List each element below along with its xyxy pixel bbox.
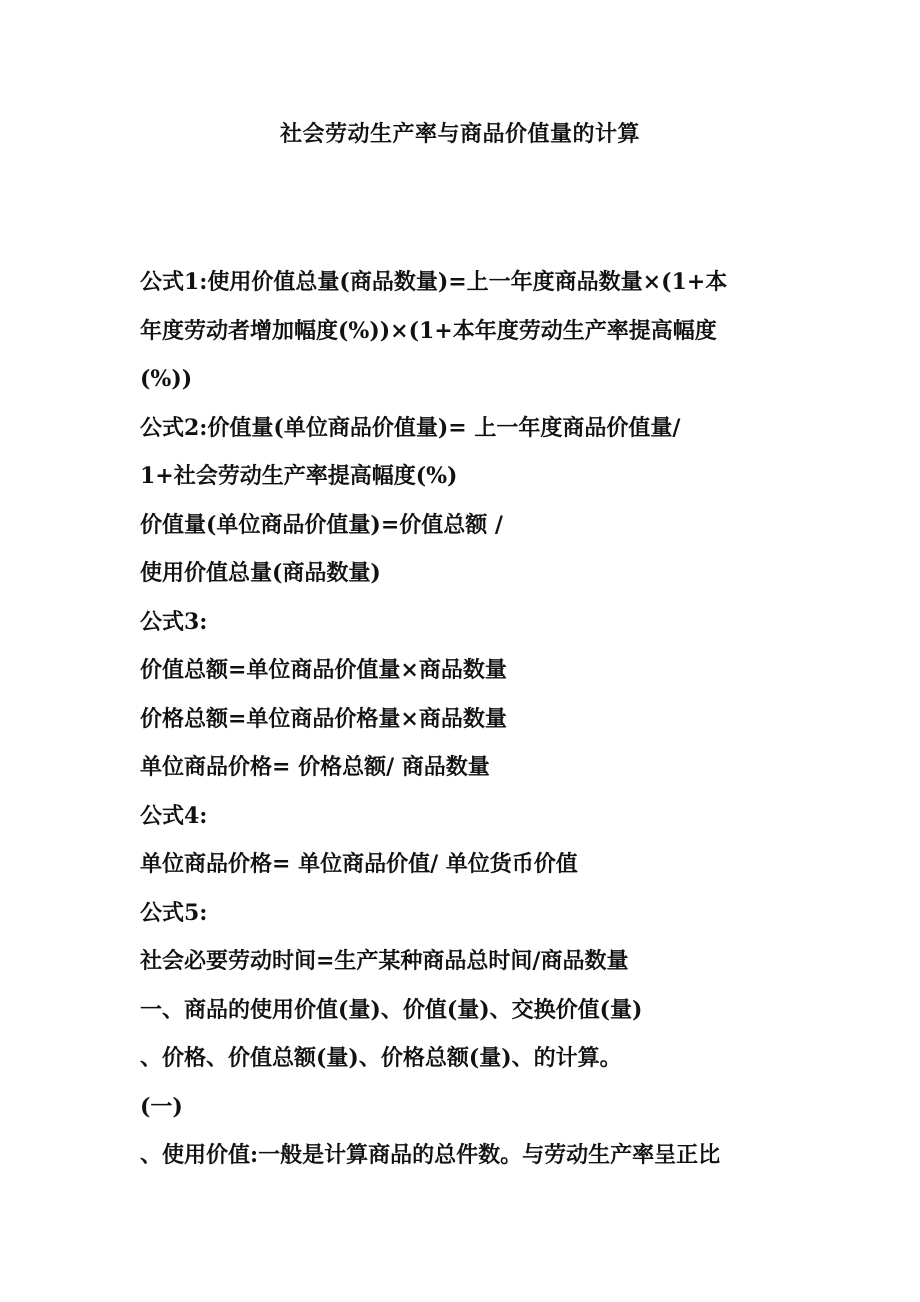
document-body [140,258,790,1180]
text-line: 公式3: [140,608,208,635]
text-line: 价格总额=单位商品价格量×商品数量 [140,705,507,732]
text-line: 公式4: [140,802,208,829]
text-line: 价值量(单位商品价值量)=价值总额 / [140,511,503,538]
text-line: 公式1:使用价值总量(商品数量)=上一年度商品数量×(1+本 [140,269,728,295]
text-line: 、价格、价值总额(量)、价格总额(量)、的计算。 [140,1045,622,1071]
text-line: 使用价值总量(商品数量) [140,560,381,586]
text-line: 一、商品的使用价值(量)、价值(量)、交换价值(量) [140,996,643,1023]
text-line: 价值总额=单位商品价值量×商品数量 [140,657,507,683]
text-line: (一) [140,1093,183,1120]
text-line: 、使用价值:一般是计算商品的总件数。与劳动生产率呈正比 [140,1142,721,1168]
text-line: (%)) [140,366,193,392]
text-line: 公式2:价值量(单位商品价值量)= 上一年度商品价值量/ [140,414,681,441]
text-line: 1+社会劳动生产率提高幅度(%) [140,463,458,489]
text-line: 社会必要劳动时间=生产某种商品总时间/商品数量 [140,948,629,974]
text-line: 年度劳动者增加幅度(%))×(1+本年度劳动生产率提高幅度 [140,317,717,344]
document-title: 社会劳动生产率与商品价值量的计算 [279,121,640,147]
text-line: 公式5: [140,899,208,926]
text-line: 单位商品价格= 单位商品价值/ 单位货币价值 [140,851,578,877]
text-line: 单位商品价格= 价格总额/ 商品数量 [140,754,490,780]
